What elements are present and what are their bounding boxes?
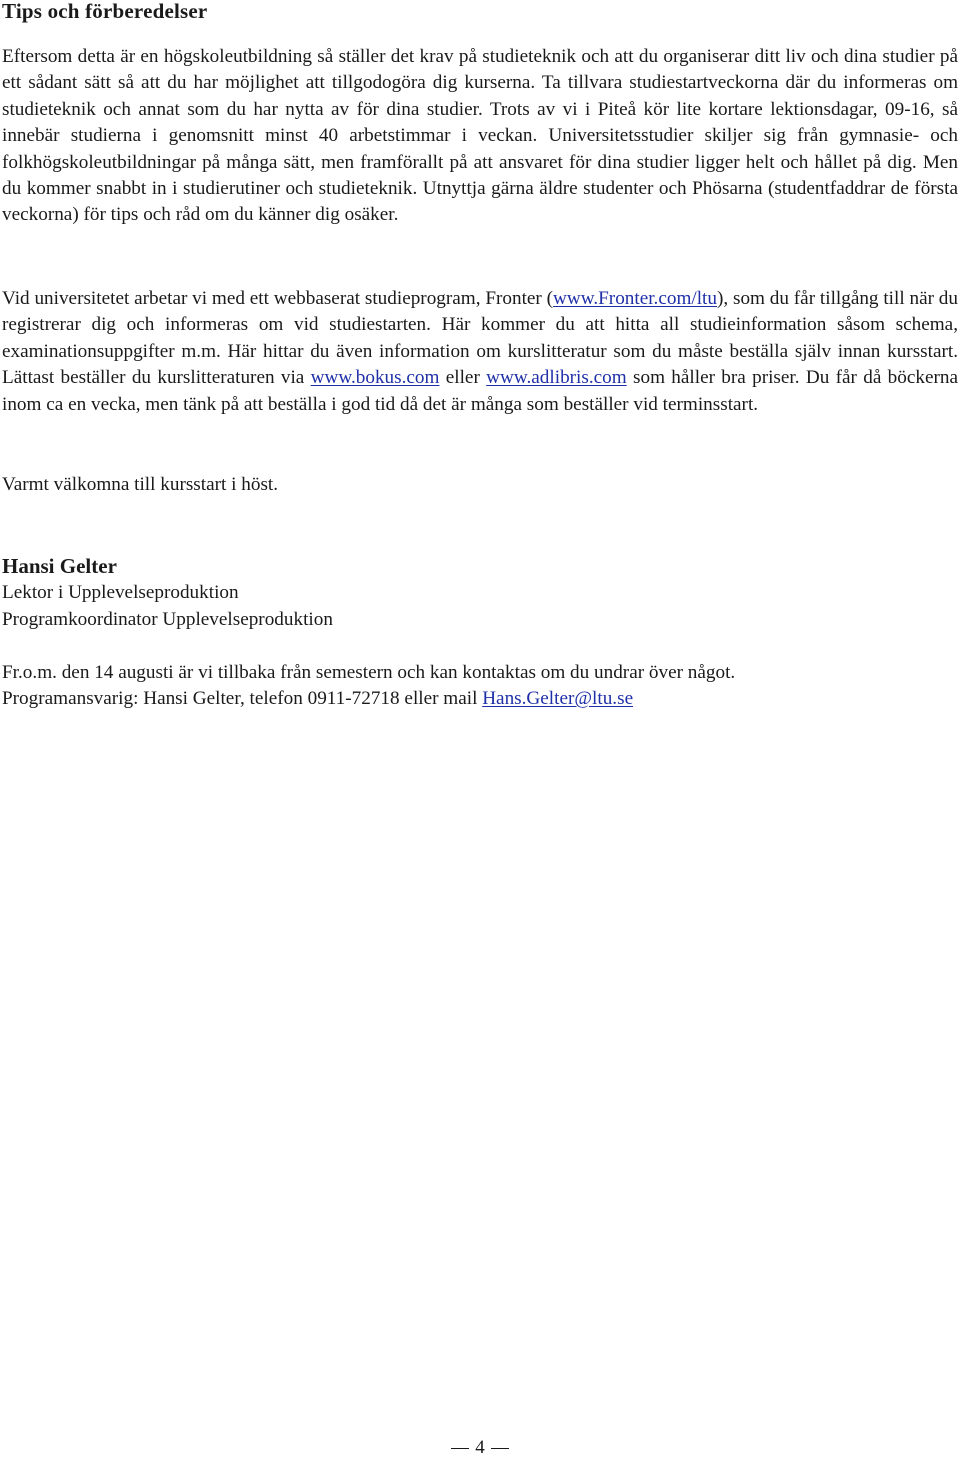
paragraph-text: ), som du får tillgång till när du registrerar dig och informeras om vid studiestarten. Här kommer du att hitta all studieinformation såsom schema, examinationsuppgifter m.m. Här hittar du även information om kurslitteratur som du måste beställa själv innan kursstart. Lättast beställer du kurslitteraturen via xyxy=(2,288,958,389)
bokus-link[interactable]: www.bokus.com xyxy=(310,367,440,389)
section-title: Tips och förberedelser xyxy=(2,0,208,23)
adlibris-link[interactable]: www.adlibris.com xyxy=(486,367,627,389)
page-footer xyxy=(0,1437,960,1459)
page-number: 4 xyxy=(475,1437,485,1458)
paragraph-study-tips: Eftersom detta är en högskoleutbildning så ställer det krav på studieteknik och att du organiserar ditt liv och dina studier på ett sådant sätt så att du har möjlighet att tillgodogöra dig kurserna. Ta tillvara studiestartveckorna där du informeras om studieteknik och annat som du har nytta av för dina studier. Trots av vi i Piteå kör lite kortare lektionsdagar, 09-16, så innebär studierna i genomsnitt minst 40 arbetstimmar i veckan. Universitetsstudier skiljer sig från gymnasie- och folkhögskoleutbildningar på många sätt, men framförallt på att ansvaret för dina studier ligger helt och hållet på dig. Men du kommer snabbt in i studierutiner och studieteknik. Utnyttja gärna äldre studenter och Phösarna (studentfaddrar de första veckorna) för tips och råd om du känner dig osäker. xyxy=(2,46,958,226)
paragraph-text: eller xyxy=(439,367,487,389)
dash-decoration xyxy=(491,1448,509,1450)
paragraph-text: som håller bra priser. Du får då böckerna inom ca en vecka, men tänk på att beställa i god tid då det är många som beställer vid terminsstart. xyxy=(2,367,958,415)
contact-note xyxy=(2,686,958,712)
signature-role: Programkoordinator Upplevelseproduktion xyxy=(2,609,333,630)
signature-name: Hansi Gelter xyxy=(2,554,117,578)
vacation-note: Fr.o.m. den 14 augusti är vi tillbaka från semestern och kan kontaktas om du undrar över något. xyxy=(2,662,736,683)
paragraph-fronter-info xyxy=(2,286,958,418)
fronter-link[interactable]: www.Fronter.com/ltu xyxy=(553,288,717,309)
dash-decoration xyxy=(451,1448,469,1450)
paragraph-text: Vid universitetet arbetar vi med ett webbaserat studieprogram, Fronter ( xyxy=(2,288,554,309)
contact-text: Programansvarig: Hansi Gelter, telefon 0911-72718 eller mail xyxy=(2,688,483,709)
signature-title: Lektor i Upplevelseproduktion xyxy=(2,582,239,603)
email-link[interactable]: Hans.Gelter@ltu.se xyxy=(482,688,634,709)
paragraph-welcome: Varmt välkomna till kursstart i höst. xyxy=(2,474,279,495)
